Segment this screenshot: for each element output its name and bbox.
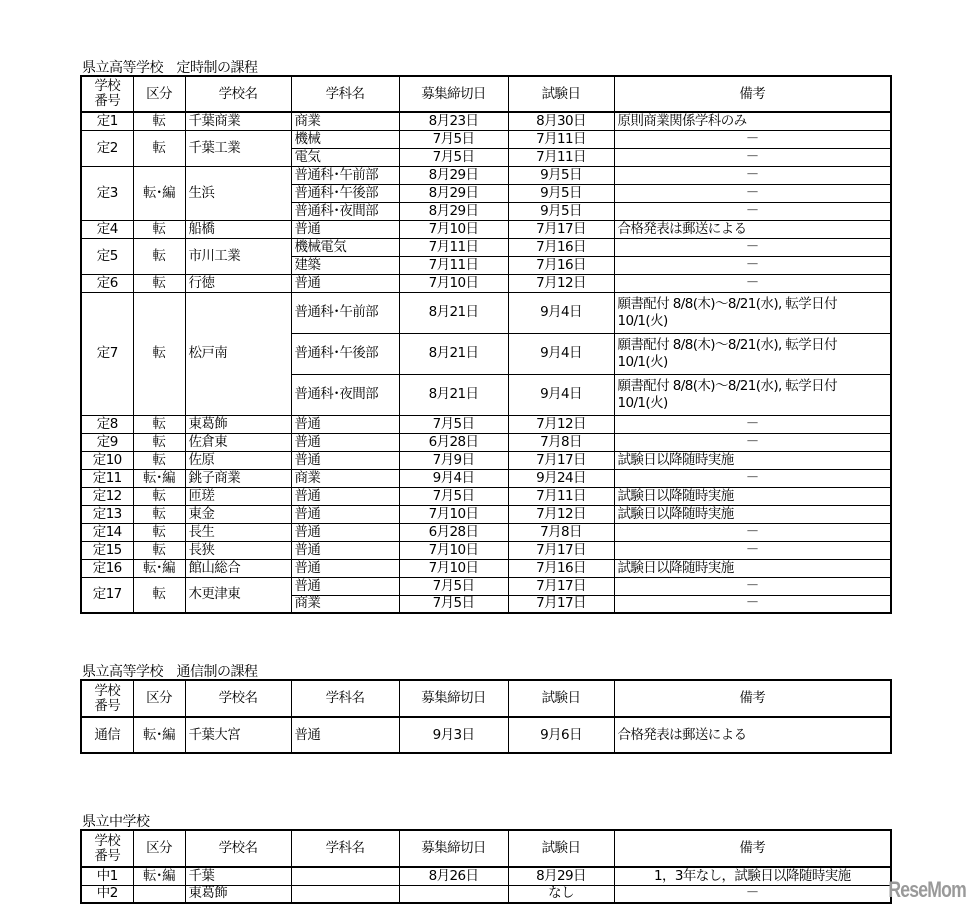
junior-high-table bbox=[80, 829, 892, 904]
header-label: 番号 bbox=[94, 697, 121, 714]
exam-date: 7月17日 bbox=[508, 541, 614, 559]
header-exam-date: 試験日 bbox=[508, 830, 614, 867]
header-label: 学校 bbox=[94, 832, 121, 849]
department: 普通科･夜間部 bbox=[291, 374, 399, 415]
exam-date: 7月17日 bbox=[508, 595, 614, 613]
header-school-number bbox=[81, 76, 133, 112]
correspondence-course-table bbox=[80, 679, 892, 754]
remarks: － bbox=[614, 541, 891, 559]
remarks: － bbox=[614, 577, 891, 595]
remarks: 試験日以降随時実施 bbox=[614, 505, 891, 523]
deadline: 8月23日 bbox=[399, 112, 508, 130]
deadline: 7月5日 bbox=[399, 148, 508, 166]
exam-date: 9月5日 bbox=[508, 202, 614, 220]
header-category: 区分 bbox=[133, 830, 185, 867]
table-row bbox=[81, 577, 891, 595]
table-row bbox=[81, 469, 891, 487]
school-name: 千葉大宮 bbox=[185, 717, 291, 753]
school-number: 中1 bbox=[81, 867, 133, 885]
department: 普通 bbox=[291, 274, 399, 292]
header-category: 区分 bbox=[133, 76, 185, 112]
department: 普通 bbox=[291, 559, 399, 577]
department: 普通 bbox=[291, 541, 399, 559]
deadline: 8月29日 bbox=[399, 166, 508, 184]
deadline: 7月10日 bbox=[399, 559, 508, 577]
school-name: 市川工業 bbox=[185, 238, 291, 274]
deadline: 6月28日 bbox=[399, 433, 508, 451]
school-name: 佐倉東 bbox=[185, 433, 291, 451]
school-name: 東金 bbox=[185, 505, 291, 523]
header-remarks: 備考 bbox=[614, 680, 891, 717]
table-row bbox=[81, 112, 891, 130]
exam-date: 7月12日 bbox=[508, 415, 614, 433]
deadline: 8月21日 bbox=[399, 374, 508, 415]
section-title: 県立中学校 bbox=[82, 814, 150, 830]
deadline: 8月29日 bbox=[399, 202, 508, 220]
school-number: 定12 bbox=[81, 487, 133, 505]
department bbox=[291, 867, 399, 885]
school-name: 千葉 bbox=[185, 867, 291, 885]
table-row bbox=[81, 867, 891, 885]
section-title: 県立高等学校 通信制の課程 bbox=[82, 664, 258, 680]
table-row bbox=[81, 220, 891, 238]
deadline: 7月10日 bbox=[399, 541, 508, 559]
department: 普通科･午後部 bbox=[291, 333, 399, 374]
school-name: 佐原 bbox=[185, 451, 291, 469]
header-school-name: 学校名 bbox=[185, 680, 291, 717]
department: 普通 bbox=[291, 505, 399, 523]
school-number: 定3 bbox=[81, 166, 133, 220]
remarks: － bbox=[614, 595, 891, 613]
table-row bbox=[81, 541, 891, 559]
department: 普通科･午前部 bbox=[291, 292, 399, 333]
exam-date: 9月4日 bbox=[508, 333, 614, 374]
header-department: 学科名 bbox=[291, 76, 399, 112]
school-name: 船橋 bbox=[185, 220, 291, 238]
category: 転 bbox=[133, 274, 185, 292]
school-name: 匝瑳 bbox=[185, 487, 291, 505]
deadline: 7月11日 bbox=[399, 238, 508, 256]
remarks: － bbox=[614, 166, 891, 184]
school-name: 長狭 bbox=[185, 541, 291, 559]
remarks: － bbox=[614, 274, 891, 292]
exam-date: 9月24日 bbox=[508, 469, 614, 487]
header-deadline: 募集締切日 bbox=[399, 680, 508, 717]
header-remarks: 備考 bbox=[614, 830, 891, 867]
category: 転 bbox=[133, 112, 185, 130]
category: 転 bbox=[133, 523, 185, 541]
deadline: 7月5日 bbox=[399, 577, 508, 595]
department: 商業 bbox=[291, 469, 399, 487]
department: 普通 bbox=[291, 451, 399, 469]
remarks: － bbox=[614, 202, 891, 220]
section-title: 県立高等学校 定時制の課程 bbox=[82, 60, 258, 76]
school-number: 定7 bbox=[81, 292, 133, 415]
remarks: － bbox=[614, 469, 891, 487]
remarks: 願書配付 8/8(木)～8/21(水), 転学日付10/1(火) bbox=[614, 333, 891, 374]
header-department: 学科名 bbox=[291, 680, 399, 717]
school-number: 定4 bbox=[81, 220, 133, 238]
deadline: 7月10日 bbox=[399, 274, 508, 292]
header-category: 区分 bbox=[133, 680, 185, 717]
header-exam-date: 試験日 bbox=[508, 680, 614, 717]
exam-date: 7月16日 bbox=[508, 256, 614, 274]
deadline: 7月5日 bbox=[399, 130, 508, 148]
school-number: 通信 bbox=[81, 717, 133, 753]
department: 商業 bbox=[291, 595, 399, 613]
deadline bbox=[399, 885, 508, 903]
department: 普通科･夜間部 bbox=[291, 202, 399, 220]
category: 転 bbox=[133, 487, 185, 505]
school-name: 千葉商業 bbox=[185, 112, 291, 130]
category: 転 bbox=[133, 415, 185, 433]
deadline: 8月21日 bbox=[399, 333, 508, 374]
remarks: 願書配付 8/8(木)～8/21(水), 転学日付10/1(火) bbox=[614, 374, 891, 415]
category: 転 bbox=[133, 292, 185, 415]
category: 転 bbox=[133, 130, 185, 166]
exam-date: 7月11日 bbox=[508, 148, 614, 166]
department: 普通 bbox=[291, 717, 399, 753]
deadline: 8月26日 bbox=[399, 867, 508, 885]
exam-date: 7月8日 bbox=[508, 523, 614, 541]
school-number: 定5 bbox=[81, 238, 133, 274]
table-row bbox=[81, 717, 891, 753]
department: 普通科･午後部 bbox=[291, 184, 399, 202]
category: 転 bbox=[133, 238, 185, 274]
category: 転 bbox=[133, 577, 185, 613]
remarks: － bbox=[614, 184, 891, 202]
remarks: 試験日以降随時実施 bbox=[614, 487, 891, 505]
category: 転 bbox=[133, 433, 185, 451]
remarks: 原則商業関係学科のみ bbox=[614, 112, 891, 130]
remarks: － bbox=[614, 238, 891, 256]
header-label: 学校番号 bbox=[94, 78, 121, 109]
deadline: 7月9日 bbox=[399, 451, 508, 469]
exam-date: 8月30日 bbox=[508, 112, 614, 130]
remarks: 試験日以降随時実施 bbox=[614, 559, 891, 577]
school-number: 定11 bbox=[81, 469, 133, 487]
deadline: 6月28日 bbox=[399, 523, 508, 541]
exam-date: 8月29日 bbox=[508, 867, 614, 885]
header-label: 番号 bbox=[94, 847, 121, 864]
exam-date: 9月4日 bbox=[508, 292, 614, 333]
school-name: 長生 bbox=[185, 523, 291, 541]
remarks: － bbox=[614, 415, 891, 433]
category bbox=[133, 885, 185, 903]
resemom-watermark-logo: ReseMom bbox=[888, 877, 966, 902]
category: 転･編 bbox=[133, 166, 185, 220]
exam-date: 9月5日 bbox=[508, 166, 614, 184]
header-remarks: 備考 bbox=[614, 76, 891, 112]
school-number: 定2 bbox=[81, 130, 133, 166]
department: 普通 bbox=[291, 433, 399, 451]
department: 普通 bbox=[291, 487, 399, 505]
school-name: 千葉工業 bbox=[185, 130, 291, 166]
exam-date: 7月16日 bbox=[508, 559, 614, 577]
school-name: 松戸南 bbox=[185, 292, 291, 415]
header-department: 学科名 bbox=[291, 830, 399, 867]
school-number: 定17 bbox=[81, 577, 133, 613]
deadline: 7月5日 bbox=[399, 415, 508, 433]
school-number: 定9 bbox=[81, 433, 133, 451]
exam-date: 7月17日 bbox=[508, 220, 614, 238]
exam-date: 7月11日 bbox=[508, 487, 614, 505]
table-row bbox=[81, 885, 891, 903]
table-row bbox=[81, 415, 891, 433]
remarks: 合格発表は郵送による bbox=[614, 717, 891, 753]
school-number: 定10 bbox=[81, 451, 133, 469]
header-deadline: 募集締切日 bbox=[399, 830, 508, 867]
remarks: 願書配付 8/8(木)～8/21(水), 転学日付10/1(火) bbox=[614, 292, 891, 333]
department: 普通科･午前部 bbox=[291, 166, 399, 184]
table-row bbox=[81, 166, 891, 184]
category: 転 bbox=[133, 505, 185, 523]
exam-date: 7月17日 bbox=[508, 451, 614, 469]
school-number: 定6 bbox=[81, 274, 133, 292]
category: 転･編 bbox=[133, 469, 185, 487]
exam-date: 9月4日 bbox=[508, 374, 614, 415]
exam-date: 7月12日 bbox=[508, 505, 614, 523]
deadline: 7月5日 bbox=[399, 595, 508, 613]
table-row bbox=[81, 451, 891, 469]
deadline: 7月11日 bbox=[399, 256, 508, 274]
exam-date: 7月11日 bbox=[508, 130, 614, 148]
exam-date: 9月6日 bbox=[508, 717, 614, 753]
table-row bbox=[81, 238, 891, 256]
table-row bbox=[81, 130, 891, 148]
department: 機械 bbox=[291, 130, 399, 148]
exam-date: 7月17日 bbox=[508, 577, 614, 595]
department: 普通 bbox=[291, 577, 399, 595]
header-school-number bbox=[81, 830, 133, 867]
deadline: 7月5日 bbox=[399, 487, 508, 505]
table-row bbox=[81, 292, 891, 333]
school-number: 定15 bbox=[81, 541, 133, 559]
remarks: 試験日以降随時実施 bbox=[614, 451, 891, 469]
school-name: 館山総合 bbox=[185, 559, 291, 577]
school-name: 東葛飾 bbox=[185, 415, 291, 433]
header-exam-date: 試験日 bbox=[508, 76, 614, 112]
school-number: 定16 bbox=[81, 559, 133, 577]
remarks: － bbox=[614, 256, 891, 274]
deadline: 8月29日 bbox=[399, 184, 508, 202]
header-school-name: 学校名 bbox=[185, 76, 291, 112]
remarks: 合格発表は郵送による bbox=[614, 220, 891, 238]
category: 転･編 bbox=[133, 867, 185, 885]
school-name: 生浜 bbox=[185, 166, 291, 220]
category: 転 bbox=[133, 220, 185, 238]
school-name: 行徳 bbox=[185, 274, 291, 292]
remarks: － bbox=[614, 148, 891, 166]
header-row bbox=[81, 76, 891, 112]
department: 機械電気 bbox=[291, 238, 399, 256]
department: 普通 bbox=[291, 220, 399, 238]
deadline: 9月3日 bbox=[399, 717, 508, 753]
category: 転 bbox=[133, 451, 185, 469]
table-row bbox=[81, 523, 891, 541]
header-row bbox=[81, 680, 891, 717]
remarks: － bbox=[614, 523, 891, 541]
department: 商業 bbox=[291, 112, 399, 130]
category: 転･編 bbox=[133, 559, 185, 577]
deadline: 8月21日 bbox=[399, 292, 508, 333]
school-number: 定1 bbox=[81, 112, 133, 130]
part-time-course-table bbox=[80, 75, 892, 614]
school-name: 木更津東 bbox=[185, 577, 291, 613]
table-row bbox=[81, 487, 891, 505]
exam-date: 7月12日 bbox=[508, 274, 614, 292]
deadline: 9月4日 bbox=[399, 469, 508, 487]
school-number: 定13 bbox=[81, 505, 133, 523]
header-school-number bbox=[81, 680, 133, 717]
remarks: － bbox=[614, 433, 891, 451]
header-deadline: 募集締切日 bbox=[399, 76, 508, 112]
department: 普通 bbox=[291, 415, 399, 433]
table-row bbox=[81, 505, 891, 523]
remarks: － bbox=[614, 885, 891, 903]
remarks: － bbox=[614, 130, 891, 148]
exam-date: 7月8日 bbox=[508, 433, 614, 451]
exam-date: 9月5日 bbox=[508, 184, 614, 202]
deadline: 7月10日 bbox=[399, 505, 508, 523]
department bbox=[291, 885, 399, 903]
category: 転 bbox=[133, 541, 185, 559]
department: 建築 bbox=[291, 256, 399, 274]
school-number: 中2 bbox=[81, 885, 133, 903]
department: 電気 bbox=[291, 148, 399, 166]
table-row bbox=[81, 433, 891, 451]
header-school-name: 学校名 bbox=[185, 830, 291, 867]
header-row bbox=[81, 830, 891, 867]
school-number: 定14 bbox=[81, 523, 133, 541]
table-row bbox=[81, 559, 891, 577]
school-name: 東葛飾 bbox=[185, 885, 291, 903]
school-name: 銚子商業 bbox=[185, 469, 291, 487]
header-label: 学校 bbox=[94, 682, 121, 699]
remarks: 1，3年なし，試験日以降随時実施 bbox=[614, 867, 891, 885]
exam-date: なし bbox=[508, 885, 614, 903]
department: 普通 bbox=[291, 523, 399, 541]
category: 転･編 bbox=[133, 717, 185, 753]
table-row bbox=[81, 274, 891, 292]
exam-date: 7月16日 bbox=[508, 238, 614, 256]
deadline: 7月10日 bbox=[399, 220, 508, 238]
school-number: 定8 bbox=[81, 415, 133, 433]
